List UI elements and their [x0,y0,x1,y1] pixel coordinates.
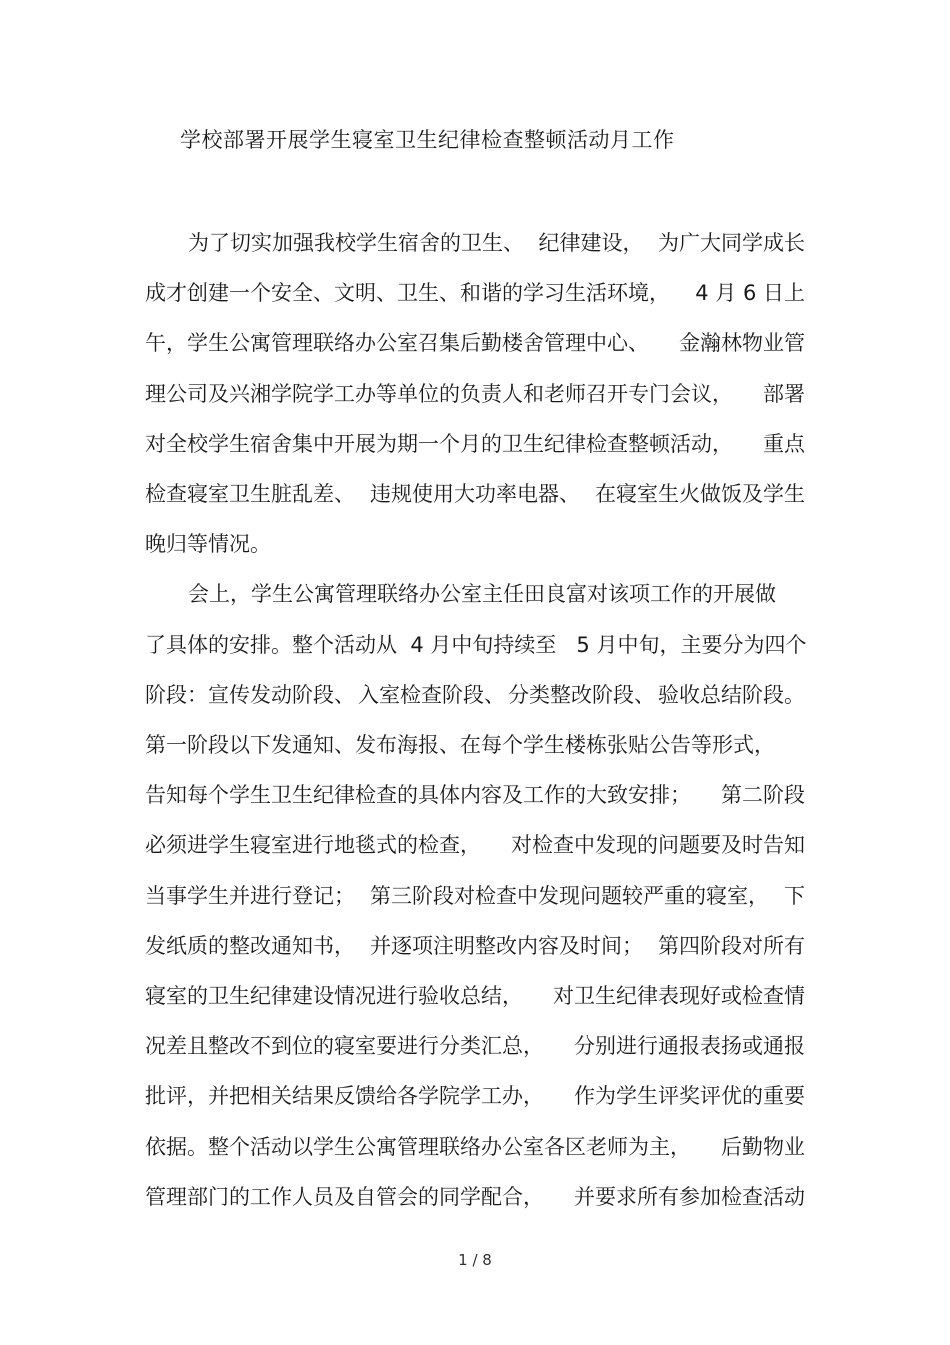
text-segment: 对检查中发现的问题要及时告知 [511,833,805,858]
paragraph-line [145,429,805,459]
paragraph-line [145,479,805,509]
text-segment: 为了切实加强我校学生宿舍的卫生、 [188,231,524,255]
paragraph-line [145,529,271,559]
text-segment: 验收总结阶段。 [658,682,805,707]
text-segment: 会上，学生公寓管理联络办公室主任田良富对该项工作的开展做 [188,582,776,607]
paragraph-line [145,1081,805,1111]
text-segment: 重点 [763,431,805,456]
text-segment: 当事学生并进行登记； [145,883,355,908]
document-title: 学校部署开展学生寝室卫生纪律检查整顿活动月工作 [180,128,675,152]
paragraph-line [145,1132,805,1162]
text-segment: 批评，并把相关结果反馈给各学院学工办， [145,1084,544,1109]
text-segment: 部署 [763,381,805,406]
paragraph-line [145,931,805,961]
text-segment: 违规使用大功率电器、 [370,482,580,506]
paragraph-line [145,680,805,710]
text-segment: 主要分为四个 [680,632,807,657]
paragraph-line [145,630,805,660]
text-segment: 第二阶段 [721,783,805,808]
text-segment: 分别进行通报表扬或通报 [574,1034,805,1059]
text-segment: 管理部门的工作人员及自管会的同学配合， [145,1184,544,1209]
text-segment: 整个活动从 4 月中旬持续至 5 月中旬， [292,632,681,657]
text-segment: 成才创建一个安全、文明、卫生、和谐的学习生活环境， [145,281,670,306]
text-segment: 依据。整个活动以学生公寓管理联络办公室各区老师为主， [145,1134,691,1159]
text-segment: 告知每个学生卫生纪律检查的具体内容及工作的大致安排； [145,783,691,808]
text-segment: 了具体的安排。 [145,632,292,657]
text-segment: 作为学生评奖评优的重要 [574,1084,805,1109]
text-segment: 发纸质的整改通知书， [145,933,355,958]
text-segment: 必须进学生寝室进行地毯式的检查， [145,833,481,858]
text-segment: 入室检查阶段、 [358,682,505,707]
text-segment: 阶段：宣传发动阶段、 [145,682,355,707]
paragraph-line [188,228,805,258]
text-segment: 第一阶段以下发通知、发布海报、在每个学生楼栋张贴公告等形式， [145,733,775,757]
text-segment: 并逐项注明整改内容及时间； [370,933,643,958]
text-segment: 况差且整改不到位的寝室要进行分类汇总， [145,1034,544,1059]
text-segment: 4 月 6 日上 [695,281,805,306]
text-segment: 检查寝室卫生脏乱差、 [145,482,355,506]
paragraph-line [145,278,805,308]
page-number: 1 / 8 [458,1251,492,1269]
text-segment: 金瀚林物业管 [679,331,805,356]
text-segment: 第四阶段对所有 [658,933,805,958]
paragraph-line [145,328,805,358]
text-segment: 寝室的卫生纪律建设情况进行验收总结， [145,984,523,1008]
paragraph-line [188,579,776,609]
text-segment: 晚归等情况。 [145,532,271,557]
text-segment: 分类整改阶段、 [508,682,655,707]
paragraph-line [145,1031,805,1061]
text-segment: 对卫生纪律表现好或检查情 [553,984,805,1008]
text-segment: 理公司及兴湘学院学工办等单位的负责人和老师召开专门会议， [145,381,733,406]
text-segment: 下 [784,883,805,908]
paragraph-line [145,881,805,911]
paragraph-line [145,1182,805,1212]
text-segment: 为广大同学成长 [658,231,805,255]
text-segment: 第三阶段对检查中发现问题较严重的寝室， [370,883,769,908]
paragraph-line [145,379,805,409]
paragraph-line [145,730,805,760]
paragraph-line [145,780,805,810]
text-segment: 并要求所有参加检查活动 [574,1184,805,1209]
text-segment: 对全校学生宿舍集中开展为期一个月的卫生纪律检查整顿活动， [145,431,733,456]
text-segment: 午，学生公寓管理联络办公室召集后勤楼舍管理中心、 [145,331,649,356]
text-segment: 后勤物业 [721,1134,805,1159]
text-segment: 纪律建设， [538,231,644,255]
paragraph-line [145,830,805,860]
paragraph-line [145,981,805,1011]
text-segment: 在寝室生火做饭及学生 [595,482,805,506]
